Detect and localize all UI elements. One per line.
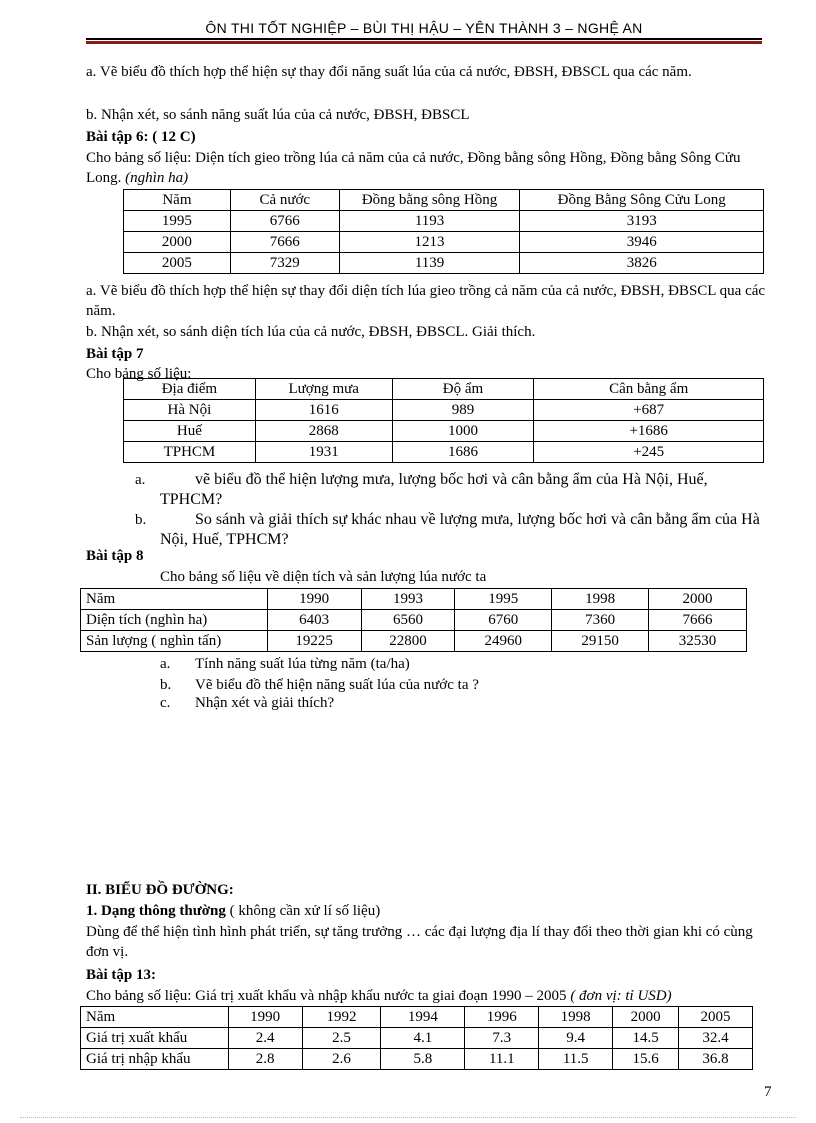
table-cell: 22800 bbox=[361, 631, 455, 652]
table-header-cell: Năm bbox=[81, 1007, 229, 1028]
table-header-row bbox=[124, 190, 764, 211]
table-row bbox=[124, 253, 764, 274]
exercise-8-title: Bài tập 8 bbox=[86, 548, 144, 564]
table-cell: 32.4 bbox=[679, 1028, 753, 1049]
section-2-subtitle bbox=[86, 901, 776, 921]
table-cell: Sản lượng ( nghìn tấn) bbox=[81, 631, 268, 652]
table-cell: 19225 bbox=[267, 631, 361, 652]
table-cell: 2.5 bbox=[302, 1028, 381, 1049]
table-cell: 9.4 bbox=[539, 1028, 613, 1049]
table-cell: 2000 bbox=[124, 232, 231, 253]
table-header-cell: Lượng mưa bbox=[255, 379, 392, 400]
table-cell: 2868 bbox=[255, 421, 392, 442]
table-cell: 1995 bbox=[124, 211, 231, 232]
table-header-row bbox=[81, 1007, 753, 1028]
table-header-cell: 2000 bbox=[649, 589, 747, 610]
table-cell: 1686 bbox=[392, 442, 534, 463]
exercise-7-b: So sánh và giải thích sự khác nhau về lượng mưa, lượng bốc hơi và cân bằng ẩm của Hà Nội, Huế, TPHCM? bbox=[160, 511, 760, 548]
table-import-export bbox=[80, 1006, 753, 1070]
table-cell: 1193 bbox=[339, 211, 520, 232]
table-header-cell: Địa điểm bbox=[124, 379, 256, 400]
table-cell: 1616 bbox=[255, 400, 392, 421]
exercise-8-item-c: Nhận xét và giải thích? bbox=[195, 695, 335, 711]
table-header-cell: 1992 bbox=[302, 1007, 381, 1028]
table-row bbox=[124, 442, 764, 463]
table-cell: 32530 bbox=[649, 631, 747, 652]
section-2-title: II. BIỂU ĐỒ ĐƯỜNG: bbox=[86, 882, 234, 898]
table-row bbox=[124, 211, 764, 232]
exercise-6-intro-text: Cho bảng số liệu: Diện tích gieo trồng lúa cả năm của cả nước, Đồng bằng sông Hồng, Đồng bằng Sông Cửu Long. bbox=[86, 150, 741, 186]
section-2-subtitle-bold: 1. Dạng thông thường bbox=[86, 903, 226, 919]
table-cell: 6760 bbox=[455, 610, 552, 631]
table-cell: 14.5 bbox=[613, 1028, 679, 1049]
table-cell: 36.8 bbox=[679, 1049, 753, 1070]
table-cell: 5.8 bbox=[381, 1049, 465, 1070]
footer-dotted-rule bbox=[20, 1117, 796, 1118]
table-cell: Hà Nội bbox=[124, 400, 256, 421]
exercise-13-intro bbox=[86, 986, 786, 1006]
table-header-cell: Đồng bằng sông Hồng bbox=[339, 190, 520, 211]
table-cell: 2005 bbox=[124, 253, 231, 274]
table-header-row bbox=[81, 589, 747, 610]
table-cell: 11.5 bbox=[539, 1049, 613, 1070]
table-header-cell: Năm bbox=[124, 190, 231, 211]
paragraph-1b: b. Nhận xét, so sánh năng suất lúa của cả nước, ĐBSH, ĐBSCL bbox=[86, 107, 470, 123]
table-cell: 1931 bbox=[255, 442, 392, 463]
table-cell: +245 bbox=[534, 442, 764, 463]
table-cell: TPHCM bbox=[124, 442, 256, 463]
table-row bbox=[81, 631, 747, 652]
table-cell: 11.1 bbox=[465, 1049, 539, 1070]
table-header-cell: 1998 bbox=[539, 1007, 613, 1028]
table-rice-area bbox=[123, 189, 764, 274]
exercise-8-item-c-marker: c. bbox=[160, 695, 171, 711]
header-rule-top bbox=[86, 38, 762, 40]
table-cell: 3193 bbox=[520, 211, 764, 232]
table-cell: 29150 bbox=[552, 631, 649, 652]
table-cell: 3826 bbox=[520, 253, 764, 274]
exercise-6-b: b. Nhận xét, so sánh diện tích lúa của cả nước, ĐBSH, ĐBSCL. Giải thích. bbox=[86, 324, 536, 340]
exercise-6-intro bbox=[86, 148, 776, 188]
table-humidity bbox=[123, 378, 764, 463]
table-cell: 15.6 bbox=[613, 1049, 679, 1070]
table-row bbox=[124, 400, 764, 421]
table-header-cell: Cân bằng ẩm bbox=[534, 379, 764, 400]
table-cell: 1213 bbox=[339, 232, 520, 253]
table-cell: 7.3 bbox=[465, 1028, 539, 1049]
exercise-13-title: Bài tập 13: bbox=[86, 967, 157, 983]
page-header: ÔN THI TỐT NGHIỆP – BÙI THỊ HẬU – YÊN THÀNH 3 – NGHỆ AN bbox=[205, 20, 643, 36]
table-cell: 3946 bbox=[520, 232, 764, 253]
exercise-8-intro: Cho bảng số liệu về diện tích và sản lượng lúa nước ta bbox=[160, 569, 487, 585]
table-cell: Huế bbox=[124, 421, 256, 442]
exercise-13-intro-text: Cho bảng số liệu: Giá trị xuất khẩu và nhập khẩu nước ta giai đoạn 1990 – 2005 bbox=[86, 988, 567, 1004]
table-cell: +687 bbox=[534, 400, 764, 421]
table-header-cell: Đồng Bằng Sông Cửu Long bbox=[520, 190, 764, 211]
exercise-6-unit: (nghìn ha) bbox=[125, 170, 189, 186]
table-header-cell: 1990 bbox=[267, 589, 361, 610]
table-cell: 7329 bbox=[230, 253, 339, 274]
exercise-6-a: a. Vẽ biểu đồ thích hợp thể hiện sự thay đổi diện tích lúa gieo trồng cả năm của cả nước, ĐBSH, ĐBSCL qua các năm. bbox=[86, 283, 766, 319]
table-cell: Diện tích (nghìn ha) bbox=[81, 610, 268, 631]
table-row bbox=[81, 610, 747, 631]
paragraph-1a: a. Vẽ biểu đồ thích hợp thể hiện sự thay đổi năng suất lúa của cả nước, ĐBSH, ĐBSCL qua các năm. bbox=[86, 64, 692, 80]
exercise-7-a: vẽ biểu đồ thể hiện lượng mưa, lượng bốc hơi và cân bằng ẩm của Hà Nội, Huế, TPHCM? bbox=[160, 471, 708, 508]
table-row bbox=[81, 1028, 753, 1049]
table-header-cell: 1998 bbox=[552, 589, 649, 610]
page-number: 7 bbox=[764, 1084, 772, 1100]
table-cell: 2.6 bbox=[302, 1049, 381, 1070]
table-header-cell: 1990 bbox=[228, 1007, 302, 1028]
table-row bbox=[124, 232, 764, 253]
exercise-8-item-a: Tính năng suất lúa từng năm (ta/ha) bbox=[195, 656, 410, 672]
table-header-cell: 2000 bbox=[613, 1007, 679, 1028]
table-header-cell: 1995 bbox=[455, 589, 552, 610]
table-rice-production bbox=[80, 588, 747, 652]
table-cell: 1000 bbox=[392, 421, 534, 442]
exercise-13-unit: ( đơn vị: tỉ USD) bbox=[570, 988, 672, 1004]
header-rule-bottom bbox=[86, 41, 762, 44]
table-header-cell: 1996 bbox=[465, 1007, 539, 1028]
table-cell: Giá trị xuất khẩu bbox=[81, 1028, 229, 1049]
table-row bbox=[81, 1049, 753, 1070]
table-cell: 6560 bbox=[361, 610, 455, 631]
table-cell: 24960 bbox=[455, 631, 552, 652]
exercise-7-title: Bài tập 7 bbox=[86, 346, 144, 362]
exercise-8-item-b: Vẽ biểu đồ thể hiện năng suất lúa của nước ta ? bbox=[195, 677, 479, 693]
table-cell: Giá trị nhập khẩu bbox=[81, 1049, 229, 1070]
table-header-cell: 1993 bbox=[361, 589, 455, 610]
table-cell: 7666 bbox=[649, 610, 747, 631]
table-cell: 989 bbox=[392, 400, 534, 421]
table-cell: +1686 bbox=[534, 421, 764, 442]
table-header-cell: Độ ẩm bbox=[392, 379, 534, 400]
table-header-row bbox=[124, 379, 764, 400]
exercise-8-item-a-marker: a. bbox=[160, 656, 171, 672]
exercise-8-item-b-marker: b. bbox=[160, 677, 172, 693]
table-cell: 4.1 bbox=[381, 1028, 465, 1049]
table-header-cell: Năm bbox=[81, 589, 268, 610]
section-2-description: Dùng để thể hiện tình hình phát triển, sự tăng trưởng … các đại lượng địa lí thay đổi theo thời gian khi có cùng đơn vị. bbox=[86, 924, 753, 960]
exercise-7-a-marker: a. bbox=[135, 472, 146, 488]
table-cell: 2.8 bbox=[228, 1049, 302, 1070]
table-cell: 2.4 bbox=[228, 1028, 302, 1049]
exercise-7-b-marker: b. bbox=[135, 512, 147, 528]
table-cell: 7666 bbox=[230, 232, 339, 253]
table-cell: 6403 bbox=[267, 610, 361, 631]
table-header-cell: 1994 bbox=[381, 1007, 465, 1028]
table-header-cell: 2005 bbox=[679, 1007, 753, 1028]
table-cell: 7360 bbox=[552, 610, 649, 631]
table-header-cell: Cả nước bbox=[230, 190, 339, 211]
exercise-6-title: Bài tập 6: ( 12 C) bbox=[86, 129, 196, 145]
section-2-subtitle-rest: ( không cần xử lí số liệu) bbox=[225, 903, 381, 919]
table-cell: 6766 bbox=[230, 211, 339, 232]
exercise-7-intro: Cho bảng số liệu: bbox=[86, 366, 192, 382]
table-cell: 1139 bbox=[339, 253, 520, 274]
table-row bbox=[124, 421, 764, 442]
